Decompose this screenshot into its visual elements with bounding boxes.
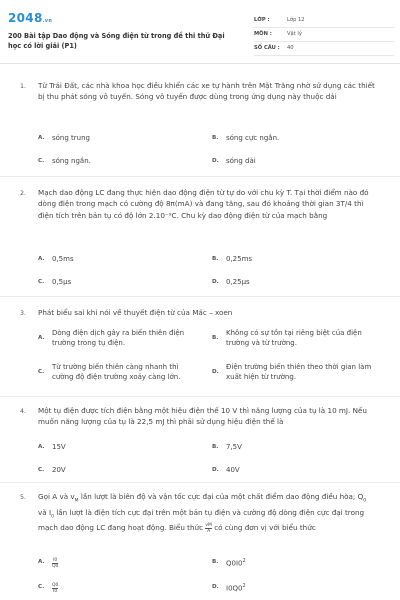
question-3: 3. Phát biểu sai khi nói về thuyết điện từ của Mác – xoen A. Dòng điện dịch gây ra biến thiên điện trường trong tụ điện. B. Không có sự tồn tại riêng biệt của điện trường và từ trường. C. Từ trường biến thiên càng nhanh thì cường độ điện trường xoáy càng lớn. D. Điện trường biến thiên theo thời gian làm xuất hiện từ trường. bbox=[0, 296, 400, 297]
question-4: 4. Một tụ điện được tích điện bằng một hiệu điện thế 10 V thì năng lượng của tụ là 10 mJ. Nếu muốn năng lượng của tụ là 22,5 mJ thì phải sử dụng hiệu điện thế là A. 15V B. 7,5V C. 20V D. 40V bbox=[0, 396, 400, 397]
question-number: 1. bbox=[20, 83, 27, 90]
question-number: 5. bbox=[20, 494, 27, 501]
question-2: 2. Mạch dao động LC đang thực hiện dao động điện từ tự do với chu kỳ T. Tại thời điểm nào đó dòng điện trong mạch có cường độ 8π(mA) và đang tăng, sau đó khoảng thời gian 3T/4 thì điện tích trên bản tụ có độ lớn 2.10⁻⁹C. Chu kỳ dao động điện từ của mạch bằng A. 0,5ms B. 0,25ms C. 0,5μs D. 0,25μs bbox=[0, 176, 400, 177]
meta-subject: MÔN : Vật lý bbox=[254, 28, 394, 42]
page-header bbox=[0, 0, 400, 64]
meta-question-count: SỐ CÂU : 40 bbox=[254, 42, 394, 56]
meta-class: LỚP : Lớp 12 bbox=[254, 14, 394, 28]
fraction: $\frac{Q0}{I0}$ bbox=[52, 583, 59, 594]
page-title: 200 Bài tập Dao động và Sóng điện từ trong đề thi thử Đại học có lời giải (P1) bbox=[8, 32, 225, 50]
site-logo[interactable]: 2048.vn bbox=[8, 11, 53, 25]
question-number: 3. bbox=[20, 310, 27, 317]
meta-info bbox=[254, 14, 394, 56]
question-text: Từ Trái Đất, các nhà khoa học điều khiển các xe tự hành trên Mặt Trăng nhờ sử dụng các thiết bị thu phát sóng vô tuyến. Sóng vô tuyến được dùng trong ứng dụng này thuộc dải bbox=[38, 81, 375, 102]
question-number: 4. bbox=[20, 408, 27, 415]
question-number: 2. bbox=[20, 190, 27, 197]
question-5: 5. Gọi A và $v_M$ lần lượt là biên độ và vận tốc cực đại của một chất điểm dao động điều hòa; $Q_0$ và $I_0$ lần lượt là điện tích cực đại trên một bản tụ điện và cường độ dòng điện cực đại trong mạch dao động LC đang hoạt động. Biểu thức $\frac{vM}{A}$ có cùng đơn vị với biểu thức A. $\frac{I0}{Q0}$ B. $Q0I0^2$ C. $\frac{Q0}{I0}$ D. $I0Q0^2$ bbox=[0, 482, 400, 483]
fraction: $\frac{vM}{A}$ bbox=[205, 522, 212, 534]
question-text: Mạch dao động LC đang thực hiện dao động điện từ tự do với chu kỳ T. Tại thời điểm nào đó dòng điện trong mạch có cường độ 8π(mA) và đang tăng, sau đó khoảng thời gian 3T/4 thì điện tích trên bản tụ có độ lớn 2.10⁻⁹C. Chu kỳ dao động điện từ của mạch bằng bbox=[38, 188, 369, 220]
question-text: Gọi A và $v_M$ lần lượt là biên độ và vận tốc cực đại của một chất điểm dao động điều hòa; $Q_0$ và $I_0$ lần lượt là điện tích cực đại trên một bản tụ điện và cường độ dòng điện cực đại trong mạch dao động LC đang hoạt động. Biểu thức $\frac{vM}{A}$ có cùng đơn vị với biểu thức bbox=[38, 492, 367, 534]
fraction: $\frac{I0}{Q0}$ bbox=[52, 558, 59, 569]
question-text: Phát biểu sai khi nói về thuyết điện từ của Mác – xoen bbox=[38, 308, 233, 317]
question-text: Một tụ điện được tích điện bằng một hiệu điện thế 10 V thì năng lượng của tụ là 10 mJ. Nếu muốn năng lượng của tụ là 22,5 mJ thì phải sử dụng hiệu điện thế là bbox=[38, 406, 367, 427]
